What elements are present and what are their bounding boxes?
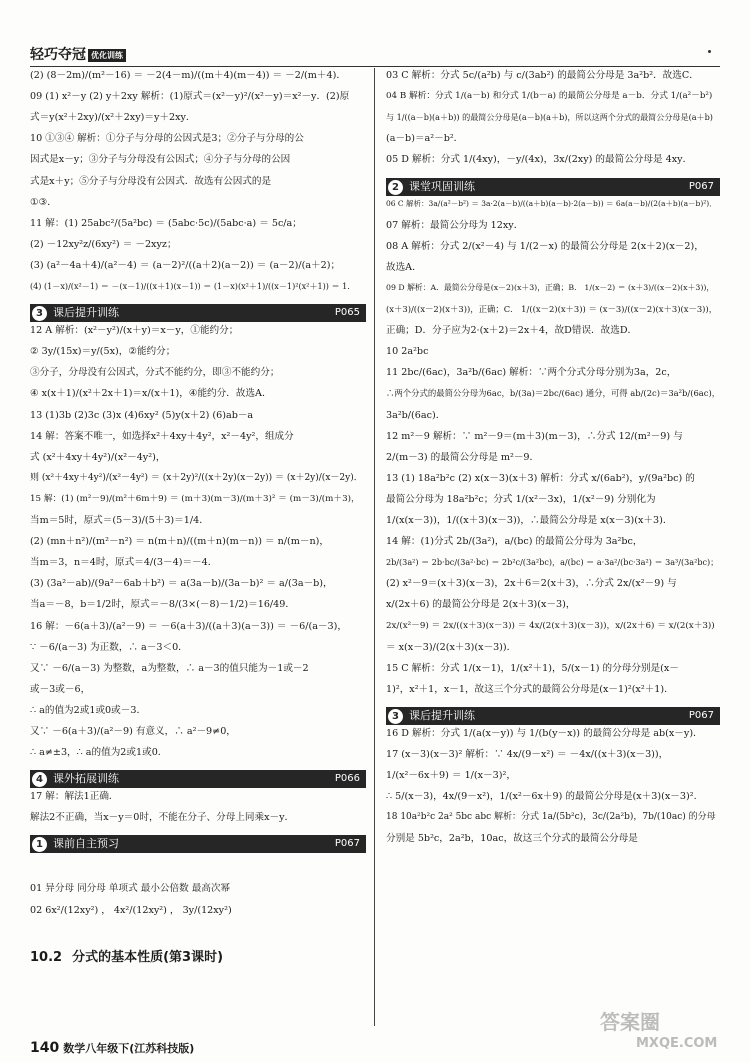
- answer-line: 2b/(3a²) ＝ 2b·bc/(3a²·bc) ＝ 2b²c/(3a²bc)，a/(bc) ＝ a·3a²/(bc·3a²) ＝ 3a³/(3a²bc)；: [386, 557, 719, 568]
- column-divider: [374, 68, 375, 1026]
- answer-line: 05 D 解析：分式 1/(4xy)，－y/(4x)，3x/(2xy) 的最简公分母是 4xy．: [386, 154, 693, 166]
- section-bar-page: P067: [334, 838, 360, 850]
- answer-line: 18 10a²b²c 2a² 5bc abc 解析：分式 1a/(5b²c)，3c/(2a²b)，7b/(10ac) 的分母: [386, 812, 716, 823]
- answer-line: 03 C 解析：分式 5c/(a²b) 与 c/(3ab²) 的最简公分母是 3a²b²．故选C．: [386, 70, 699, 81]
- answer-line: 11 2bc/(6ac)，3a²b/(6ac) 解析：∵两个分式分母分别为3a，2c，: [386, 367, 677, 379]
- brand-name: 轻巧夺冠: [30, 47, 86, 63]
- answer-line: 2x/(x²－9) ＝ 2x/((x＋3)(x－3)) ＝ 4x/(2(x＋3)(x－3))，x/(2x＋6) ＝ x/(2(x＋3)): [386, 620, 715, 631]
- answer-line: ∴ a≠±3，∴ a的值为2或1或0．: [30, 747, 168, 759]
- section-bar-right-0: [386, 178, 720, 196]
- answer-line: 分别是 5b²c，2a²b，10ac，故这三个分式的最简公分母是: [386, 833, 638, 845]
- answer-line: 14 解：答案不唯一，如选择x²＋4xy＋4y²，x²－4y²，组成分: [30, 430, 294, 442]
- answer-line: 10 ①③④ 解析：①分子与分母的公因式是3；②分子与分母的公: [30, 133, 304, 145]
- answer-line: 解法2不正确，当x－y＝0时，不能在分子、分母上同乘x－y．: [30, 812, 295, 824]
- answer-line: 式是x＋y；⑤分子与分母没有公因式．故选有公因式的是: [30, 175, 272, 187]
- answer-line: ② 3y/(15x)＝y/(5x)，②能约分；: [30, 346, 176, 358]
- section-bar-left-2: [30, 835, 366, 853]
- answer-line: 09 (1) x²－y (2) y＋2xy 解析：(1)原式＝(x²－y)²/(x²－y)＝x²－y．(2)原: [30, 91, 350, 103]
- section-bar-right-1: [386, 707, 720, 725]
- answer-line: 01 异分母 同分母 单项式 最小公倍数 最高次幂: [30, 883, 231, 895]
- answer-line: x/(2x＋6) 的最简公分母是 2(x＋3)(x－3)，: [386, 599, 576, 611]
- answer-line: 17 解：解法1正确．: [30, 791, 119, 803]
- answer-line: 最简公分母为 18a²b²c；分式 1/(x²－3x)，1/(x²－9) 分别化为: [386, 493, 656, 505]
- book-title: 数学八年级下(江苏科技版): [63, 1042, 195, 1055]
- answer-line: 13 (1)3b (2)3c (3)x (4)6xy² (5)y(x＋2) (6)ab－a: [30, 409, 254, 421]
- section-bar-label: 课前自主预习: [53, 837, 119, 851]
- brand-logo: [30, 44, 126, 64]
- answer-line: 15 C 解析：分式 1/(x－1)，1/(x²＋1)，5/(x－1) 的分母分别是(x－: [386, 662, 679, 674]
- answer-line: 14 解：(1)分式 2b/(3a²)，a/(bc) 的最简公分母为 3a²bc，: [386, 536, 643, 548]
- answer-line: 3a²b/(6ac)．: [386, 409, 446, 421]
- answer-line: 当m＝5时，原式＝(5－3)/(5＋3)＝1/4．: [30, 515, 209, 526]
- answer-line: ③分子，分母没有公因式，分式不能约分，即③不能约分；: [30, 367, 280, 379]
- answer-line: (2) (mn＋n²)/(m²－n²) ＝ n(m＋n)/((m＋n)(m－n)) ＝ n/(m－n)，: [30, 536, 330, 548]
- section-bar-page: P067: [688, 709, 714, 721]
- section-bar-number: 4: [32, 772, 47, 787]
- answer-line: (2) x²－9＝(x＋3)(x－3)，2x＋6＝2(x＋3)，∴分式 2x/(x²－9) 与: [386, 578, 677, 590]
- section-number: 10.2: [30, 950, 63, 965]
- answer-line: 或－3或－6，: [30, 683, 91, 695]
- answer-line: 又∵ －6(a＋3)/(a²－9) 有意义，∴ a²－9≠0，: [30, 726, 236, 737]
- answer-line: 1/(x(x－3))，1/((x＋3)(x－3))，∴最简公分母是 x(x－3)(x＋3)．: [386, 515, 673, 526]
- answer-line: 13 (1) 18a²b²c (2) x(x－3)(x＋3) 解析：分式 x/(6ab²)，y/(9a²bc) 的: [386, 472, 695, 484]
- watermark-logo: 答案圈: [600, 1010, 660, 1034]
- answer-line: 当m＝3，n＝4时，原式＝4/(3－4)＝－4．: [30, 557, 218, 569]
- section-bar-page: P067: [688, 180, 714, 192]
- answer-line: (x＋3)/((x－2)(x＋3))，正确；C． 1/((x－2)(x＋3)) ＝ (x－3)/((x－2)(x＋3)(x－3))，: [386, 304, 718, 314]
- answer-line: 15 解：(1) (m²－9)/(m²＋6m＋9) ＝ (m＋3)(m－3)/(m＋3)² ＝ (m－3)/(m＋3)，: [30, 493, 360, 504]
- answer-line: (3) (a²－4a＋4)/(a²－4) ＝ (a－2)²/((a＋2)(a－2)) ＝ (a－2)/(a＋2)；: [30, 259, 341, 271]
- answer-line: 06 C 解析：3a/(a²－b²) ＝ 3a·2(a－b)/((a＋b)(a－b)·2(a－b)) ＝ 6a(a－b)/(2(a＋b)(a－b)²)．: [386, 198, 717, 208]
- section-text: 分式的基本性质(第3课时): [72, 950, 224, 965]
- answer-line: 2/(m－3) 的最简公分母是 m²－9．: [386, 451, 540, 463]
- answer-line: 又∵ －6/(a－3) 为整数，a为整数，∴ a－3的值只能为－1或－2: [30, 662, 309, 674]
- section-bar-label: 课外拓展训练: [53, 772, 119, 786]
- answer-line: 1)²，x²＋1，x－1，故这三个分式的最简公分母是(x－1)²(x²＋1)．: [386, 683, 674, 695]
- answer-line: 1/(x²－6x＋9) ＝ 1/(x－3)²，: [386, 770, 516, 782]
- section-bar-label: 课后提升训练: [409, 708, 475, 722]
- section-bar-label: 课后提升训练: [53, 306, 119, 320]
- section-bar-page: P065: [334, 307, 360, 319]
- answer-line: ∴ a的值为2或1或0或－3．: [30, 704, 147, 716]
- header-rule: [30, 66, 720, 67]
- section-title: [30, 946, 366, 966]
- answer-line: 04 B 解析：分式 1/(a－b) 和分式 1/(b－a) 的最简公分母是 a－b．分式 1/(a²－b²): [386, 91, 713, 102]
- answer-line: 17 (x－3)(x－3)² 解析：∵ 4x/(9－x²) ＝ －4x/((x＋3)(x－3))，: [386, 749, 669, 760]
- answer-line: 故选A．: [386, 261, 422, 273]
- answer-line: 则 (x²＋4xy＋4y²)/(x²－4y²) ＝ (x＋2y)²/((x＋2y)(x－2y)) ＝ (x＋2y)/(x－2y)．: [30, 472, 363, 483]
- answer-line: ∴两个分式的最简公分母为6ac，b/(3a)＝2bc/(6ac) 通分，可得 ab/(2c)＝3a²b/(6ac)，: [386, 388, 721, 399]
- brand-sub: 优化训练: [88, 49, 126, 62]
- section-bar-number: 3: [32, 306, 47, 321]
- answer-line: 因式是x－y；③分子与分母没有公因式；④分子与分母的公因: [30, 154, 291, 166]
- page-number: 140: [30, 1040, 60, 1056]
- answer-line: 当a＝－8，b＝1/2时，原式＝－8/(3×(－8)－1/2)＝16/49．: [30, 599, 295, 611]
- answer-line: ①③．: [30, 196, 57, 208]
- answer-line: (3) (3a²－ab)/(9a²－6ab＋b²) ＝ a(3a－b)/(3a－b)² ＝ a/(3a－b)，: [30, 578, 333, 590]
- answer-line: ∵ －6/(a－3) 为正数，∴ a－3＜0．: [30, 641, 188, 653]
- answer-line: 10 2a²bc: [386, 346, 429, 358]
- watermark-url: MXQE.COM: [636, 1036, 718, 1051]
- answer-line: 12 m²－9 解析：∵ m²－9＝(m＋3)(m－3)，∴分式 12/(m²－9) 与: [386, 430, 683, 442]
- answer-line: 02 6x²/(12xy²) ， 4x²/(12xy²) ， 3y/(12xy²): [30, 904, 232, 916]
- answer-line: 16 解：－6(a＋3)/(a²－9) ＝ －6(a＋3)/((a＋3)(a－3)) ＝ －6/(a－3)，: [30, 620, 347, 632]
- answer-line: ∴ 5/(x－3)，4x/(9－x²)，1/(x²－6x＋9) 的最简公分母是(x＋3)(x－3)².: [386, 791, 697, 803]
- answer-line: 正确；D．分子应为2·(x＋2)＝2x＋4，故D错误．故选D．: [386, 325, 638, 337]
- answer-line: 11 解：(1) 25abc²/(5a²bc) ＝ (5abc·5c)/(5abc·a) ＝ 5c/a；: [30, 217, 302, 229]
- answer-line: 08 A 解析：分式 2/(x²－4) 与 1/(2－x) 的最简公分母是 2(x＋2)(x－2)，: [386, 240, 704, 252]
- answer-line: (4) (1－x)/(x²－1) ＝ －(x－1)/((x＋1)(x－1)) ＝ (1－x)(x²＋1)/((x－1)²(x²＋1)) ＝ 1．: [30, 281, 356, 291]
- section-bar-number: 3: [388, 709, 403, 724]
- answer-line: 09 D 解析：A．最简公分母是(x－2)(x＋3)，正确；B． 1/(x－2) ＝ (x＋3)/((x－2)(x＋3))，: [386, 282, 715, 292]
- section-bar-number: 2: [388, 180, 403, 195]
- answer-line: 式 (x²＋4xy＋4y²)/(x²－4y²)，: [30, 451, 166, 463]
- answer-line: 式＝y(x²＋2xy)/(x²＋2xy)＝y＋2xy．: [30, 112, 196, 124]
- section-bar-number: 1: [32, 837, 47, 852]
- page-footer: [30, 1040, 194, 1056]
- answer-line: (2) －12xy²z/(6xy²) ＝ －2xyz；: [30, 238, 177, 250]
- answer-line: ④ x(x＋1)/(x²＋2x＋1)＝x/(x＋1)，④能约分．故选A．: [30, 388, 272, 400]
- section-bar-left-0: [30, 304, 366, 322]
- answer-line: 16 D 解析：分式 1/(a(x－y)) 与 1/(b(y－x)) 的最简公分母是 ab(x－y)．: [386, 727, 703, 739]
- answer-line: (a－b)＝a²－b²．: [386, 133, 464, 145]
- answer-line: 与 1/((a－b)(a＋b)) 的最简公分母是(a－b)(a＋b)，所以这两个分式的最简公分母是(a＋b): [386, 112, 713, 123]
- section-bar-page: P066: [334, 773, 360, 785]
- answer-line: 07 解析：最简公分母为 12xy．: [386, 219, 524, 231]
- answer-line: 12 A 解析：(x²－y²)/(x＋y)＝x－y，①能约分；: [30, 325, 239, 337]
- answer-line: (2) (8－2m)/(m²－16) ＝ －2(4－m)/((m＋4)(m－4)) ＝ －2/(m＋4)．: [30, 70, 346, 81]
- answer-line: ＝ x(x－3)/(2(x＋3)(x－3))．: [386, 641, 517, 653]
- section-bar-label: 课堂巩固训练: [409, 179, 475, 193]
- page-header: [30, 44, 720, 64]
- section-bar-left-1: [30, 770, 366, 788]
